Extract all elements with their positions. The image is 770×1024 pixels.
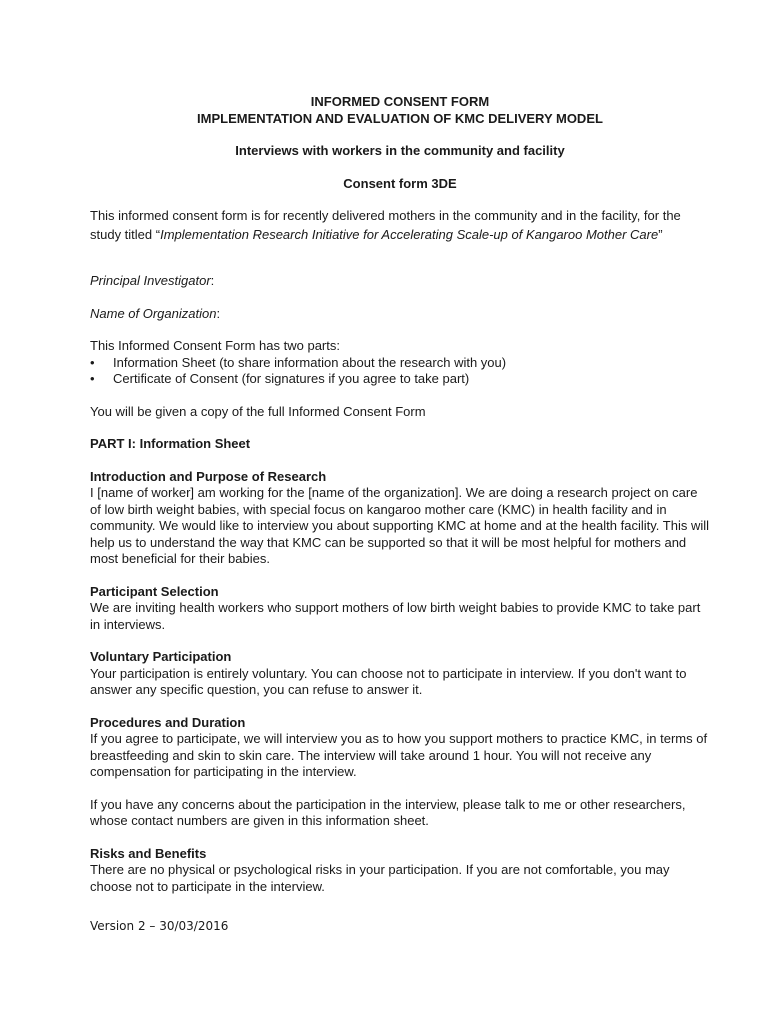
parts-list xyxy=(90,355,710,388)
parts-item-certificate: Certificate of Consent (for signatures if you agree to take part) xyxy=(113,371,470,386)
title-block xyxy=(90,94,710,192)
principal-investigator-field xyxy=(90,273,710,290)
risks-heading: Risks and Benefits xyxy=(90,845,207,861)
form-id: Consent form 3DE xyxy=(343,175,457,191)
intro-lead: This informed consent form is for recently delivered mothers in the community and in the facility, for the study titled “ xyxy=(90,208,681,242)
participant-body: We are inviting health workers who support mothers of low birth weight babies to provide KMC to take part in interviews. xyxy=(90,600,701,632)
pi-label: Principal Investigator xyxy=(90,273,211,288)
interview-line: Interviews with workers in the community and facility xyxy=(235,143,565,158)
bullet-icon: • xyxy=(90,354,95,370)
part1-heading: PART I: Information Sheet xyxy=(90,436,251,451)
voluntary-heading: Voluntary Participation xyxy=(90,649,232,664)
intro-paragraph xyxy=(90,206,710,244)
introduction-body: I [name of worker] am working for the [name of the organization]. We are doing a research project on care of low birth weight babies, with special focus on kangaroo mother care (KMC) in health facility and in community. We would like to interview you about supporting KMC at home and at the health facility. This will help us to understand the way that KMC can be supported so that it will be most helpful for mothers and most beneficial for their babies. xyxy=(90,485,709,566)
procedures-body: If you agree to participate, we will interview you as to how you support mothers to practice KMC, in terms of breastfeeding and skin to skin care. The interview will take around 1 hour. You will not receive any compensation for participating in the interview. xyxy=(90,731,708,779)
pi-colon: : xyxy=(210,273,215,288)
org-label: Name of Organization xyxy=(90,305,217,321)
study-title: Implementation Research Initiative for Accelerating Scale-up of Kangaroo Mother Care xyxy=(160,227,659,242)
parts-intro: This Informed Consent Form has two parts: xyxy=(90,338,340,353)
org-colon: : xyxy=(216,305,221,321)
risks-body: There are no physical or psychological risks in your participation. If you are not comfortable, you may choose not to participate in the interview. xyxy=(90,862,670,894)
copy-note: You will be given a copy of the full Informed Consent Form xyxy=(90,403,426,419)
participant-heading: Participant Selection xyxy=(90,583,219,599)
intro-close-quote: ” xyxy=(658,227,663,242)
version-footer: Version 2 – 30/03/2016 xyxy=(90,919,229,933)
parts-item-info-sheet: Information Sheet (to share information about the research with you) xyxy=(113,354,507,370)
form-title: INFORMED CONSENT FORM xyxy=(310,94,490,109)
list-item xyxy=(90,371,710,388)
bullet-icon: • xyxy=(90,371,95,386)
procedures-heading: Procedures and Duration xyxy=(90,714,246,730)
form-subtitle: IMPLEMENTATION AND EVALUATION OF KMC DELIVERY MODEL xyxy=(197,110,603,126)
list-item xyxy=(90,355,710,372)
document-body xyxy=(90,94,710,895)
voluntary-body: Your participation is entirely voluntary. You can choose not to participate in interview. If you don't want to answer any specific question, you can refuse to answer it. xyxy=(90,665,687,697)
introduction-heading: Introduction and Purpose of Research xyxy=(90,468,327,484)
procedures-body-concerns: If you have any concerns about the participation in the interview, please talk to me or other researchers, whose contact numbers are given in this information sheet. xyxy=(90,796,686,828)
organization-field xyxy=(90,306,710,323)
